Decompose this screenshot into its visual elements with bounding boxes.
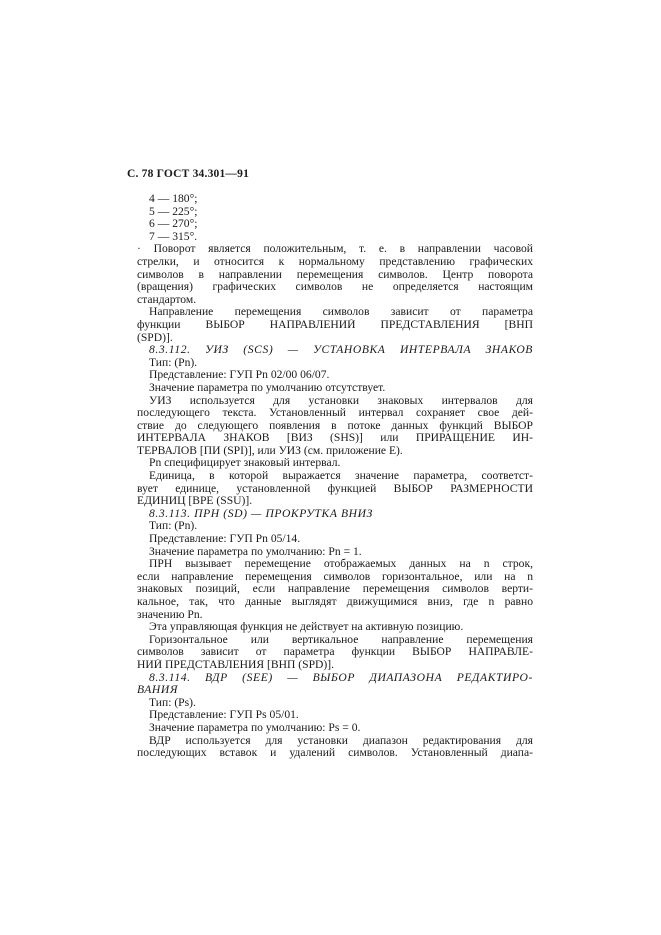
text-line: Эта управляющая функция не действует на активную позицию.: [149, 621, 464, 634]
text-line: ВАНИЯ: [137, 684, 179, 697]
text-line: 8.3.114. ВДР (SEE) — ВЫБОР ДИАПАЗОНА РЕДАКТИРО-: [149, 671, 533, 684]
text-line: Единица, в которой выражается значение параметра, соответст-: [149, 470, 533, 483]
text-line: Значение параметра по умолчанию: Ps = 0.: [149, 721, 361, 734]
text-line: последующего текста. Установленный интервал сохраняет свое дей-: [137, 407, 533, 420]
text-line: Направление перемещения символов зависит от параметра: [149, 306, 533, 319]
text-line: символов зависит от параметра функции ВЫБОР НАПРАВЛЕ-: [137, 646, 533, 659]
text-line: 8.3.112. УИЗ (SCS) — УСТАНОВКА ИНТЕРВАЛА ЗНАКОВ: [149, 344, 533, 357]
text-line: стрелки, и относится к нормальному представлению графических: [137, 255, 533, 268]
text-line: ИНТЕРВАЛА ЗНАКОВ [ВИЗ (SHS)] или ПРИРАЩЕНИЕ ИН-: [137, 432, 533, 445]
text-line: если направление перемещения символов горизонтальное, или на n: [137, 570, 533, 583]
text-line: ствие до следующего появления в потоке данных функций ВЫБОР: [137, 419, 533, 432]
text-line: ТЕРВАЛОВ [ПИ (SPI)], или УИЗ (см. приложение Е).: [137, 444, 403, 457]
list-item: 7 — 315°.: [149, 230, 198, 243]
text-line: ЕДИНИЦ [ВРЕ (SSU)].: [137, 495, 253, 508]
text-line: Тип: (Pn).: [149, 520, 198, 533]
text-line: символов в направлении перемещения символов. Центр поворота: [137, 268, 533, 281]
text-line: Представление: ГУП Pn 05/14.: [149, 533, 301, 546]
text-line: ПРН вызывает перемещение отображаемых данных на n строк,: [149, 558, 533, 571]
text-line: (вращения) графических символов не определяется настоящим: [137, 281, 533, 294]
text-line: Представление: ГУП Ps 05/01.: [149, 709, 299, 722]
text-line: кальное, так, что данные выглядят движущимися вниз, где n равно: [137, 596, 533, 608]
list-item: 4 — 180°;: [149, 193, 198, 205]
list-item: 5 — 225°;: [149, 205, 198, 218]
rotation-list: [137, 193, 533, 243]
text-line: знаковых позиций, если направление перемещения символов верти-: [137, 583, 533, 596]
list-item: 6 — 270°;: [149, 218, 198, 231]
text-line: Значение параметра по умолчанию: Pn = 1.: [149, 545, 362, 558]
text-line: последующих вставок и удалений символов. Установленный диапа-: [137, 747, 533, 760]
body-text: [137, 243, 533, 759]
text-line: Значение параметра по умолчанию отсутствует.: [149, 381, 386, 394]
text-line: Представление: ГУП Pn 02/00 06/07.: [149, 369, 330, 382]
text-line: НИЙ ПРЕДСТАВЛЕНИЯ [ВНП (SPD)].: [137, 658, 335, 671]
text-line: ВДР используется для установки диапазон редактирования для: [149, 734, 533, 747]
text-line: УИЗ используется для установки знаковых интервалов для: [149, 394, 533, 407]
text-line: Тип: (Ps).: [149, 696, 196, 709]
text-line: стандартом.: [137, 293, 197, 306]
text-line: (SPD)].: [137, 331, 173, 344]
text-line: Pn специфицирует знаковый интервал.: [149, 457, 341, 470]
text-line: · Поворот является положительным, т. е. в направлении часовой: [137, 243, 533, 256]
text-line: значению Pn.: [137, 608, 203, 621]
page-content: [137, 193, 533, 760]
text-line: Горизонтальное или вертикальное направление перемещения: [149, 633, 533, 646]
text-line: 8.3.113. ПРН (SD) — ПРОКРУТКА ВНИЗ: [149, 507, 373, 520]
page-header: С. 78 ГОСТ 34.301—91: [127, 168, 250, 180]
text-line: Тип: (Pn).: [149, 356, 198, 369]
text-line: функции ВЫБОР НАПРАВЛЕНИЙ ПРЕДСТАВЛЕНИЯ [ВНП: [137, 318, 533, 331]
text-line: вует единице, установленной функцией ВЫБОР РАЗМЕРНОСТИ: [137, 482, 533, 495]
